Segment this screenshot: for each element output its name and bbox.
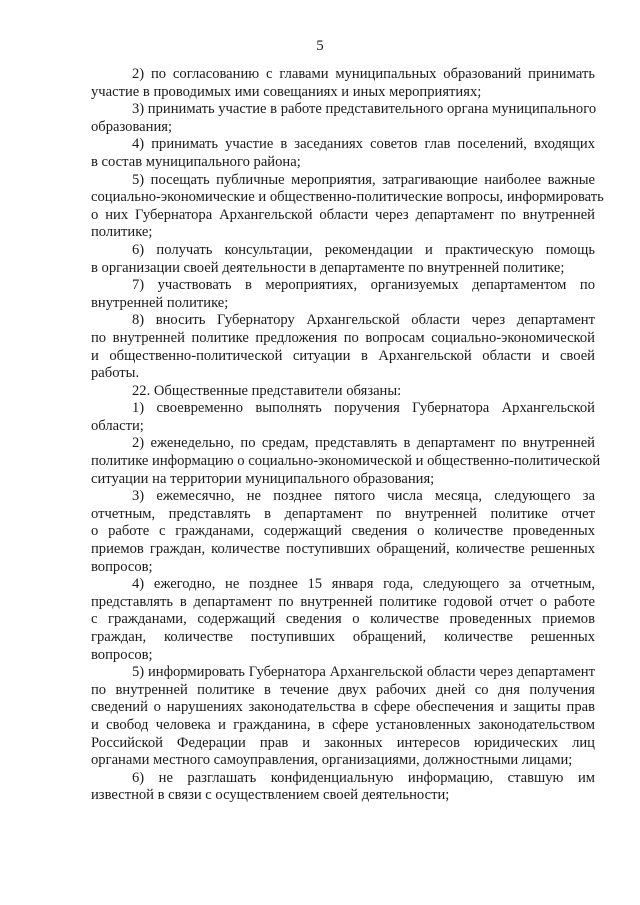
- text-line: 4) принимать участие в заседаниях советов глав поселений, входящих: [132, 136, 595, 153]
- text-line: внутренней политике;: [91, 294, 229, 311]
- text-line: вопросов;: [91, 646, 153, 663]
- text-line: работы.: [91, 365, 140, 382]
- text-line: политике информацию о социально-экономической и общественно-политической: [91, 453, 601, 470]
- text-line: 2) еженедельно, по средам, представлять в департамент по внутренней: [132, 435, 595, 452]
- document-body: [91, 66, 604, 805]
- text-line: 3) принимать участие в работе представительного органа муниципального: [132, 101, 597, 118]
- text-line: участие в проводимых ими совещаниях и иных мероприятиях;: [91, 83, 482, 100]
- text-line: Российской Федерации прав и законных интересов юридических лиц: [91, 734, 595, 751]
- text-line: 7) участвовать в мероприятиях, организуемых департаментом по: [132, 277, 595, 294]
- text-line: 8) вносить Губернатору Архангельской области через департамент: [132, 312, 595, 329]
- text-line: по внутренней политике в течение двух рабочих дней со дня получения: [91, 681, 595, 698]
- text-line: о работе с гражданами, содержащий сведения о количестве проведенных: [91, 523, 595, 540]
- text-line: 2) по согласованию с главами муниципальных образований принимать: [132, 66, 595, 82]
- text-line: и общественно-политической ситуации в Архангельской области и своей: [91, 347, 595, 364]
- text-line: и свобод человека и гражданина, в сфере установленных законодательством: [91, 716, 595, 733]
- page-number: 5: [316, 38, 324, 54]
- text-line: ситуации на территории муниципального образования;: [91, 470, 435, 487]
- text-line: известной в связи с осуществлением своей деятельности;: [91, 787, 450, 804]
- text-line: 6) не разглашать конфиденциальную информацию, ставшую им: [132, 769, 595, 786]
- text-line: 6) получать консультации, рекомендации и практическую помощь: [132, 241, 595, 258]
- text-line: 1) своевременно выполнять поручения Губернатора Архангельской: [132, 400, 595, 417]
- text-line: социально-экономические и общественно-политические вопросы, информировать: [91, 189, 604, 206]
- text-line: о них Губернатора Архангельской области через департамент по внутренней: [91, 206, 595, 223]
- text-line: 3) ежемесячно, не позднее пятого числа месяца, следующего за: [132, 488, 595, 505]
- text-line: в состав муниципального района;: [91, 153, 301, 170]
- text-line: сведений о нарушениях законодательства в сфере обеспечения и защиты прав: [91, 699, 595, 716]
- text-line: 5) информировать Губернатора Архангельской области через департамент: [132, 664, 595, 681]
- text-line: 22. Общественные представители обязаны:: [132, 382, 402, 399]
- text-line: приемов граждан, количестве поступивших обращений, количестве решенных: [91, 541, 595, 558]
- text-line: политике;: [91, 224, 153, 241]
- text-line: представлять в департамент по внутренней политике годовой отчет о работе: [91, 593, 595, 610]
- text-line: в организации своей деятельности в департаменте по внутренней политике;: [91, 259, 565, 276]
- text-line: отчетным, представлять в департамент по внутренней политике отчет: [91, 505, 595, 522]
- text-line: органами местного самоуправления, организациями, должностными лицами;: [91, 752, 573, 769]
- text-line: по внутренней политике предложения по вопросам социально-экономической: [91, 329, 595, 346]
- text-line: 5) посещать публичные мероприятия, затрагивающие наиболее важные: [132, 171, 595, 188]
- text-line: 4) ежегодно, не позднее 15 января года, следующего за отчетным,: [132, 576, 595, 593]
- text-line: граждан, количестве поступивших обращений, количестве решенных: [91, 629, 595, 645]
- text-line: вопросов;: [91, 558, 153, 575]
- text-line: области;: [91, 417, 144, 434]
- text-line: с гражданами, содержащий сведения о количестве проведенных приемов: [91, 611, 595, 628]
- text-line: образования;: [91, 118, 173, 135]
